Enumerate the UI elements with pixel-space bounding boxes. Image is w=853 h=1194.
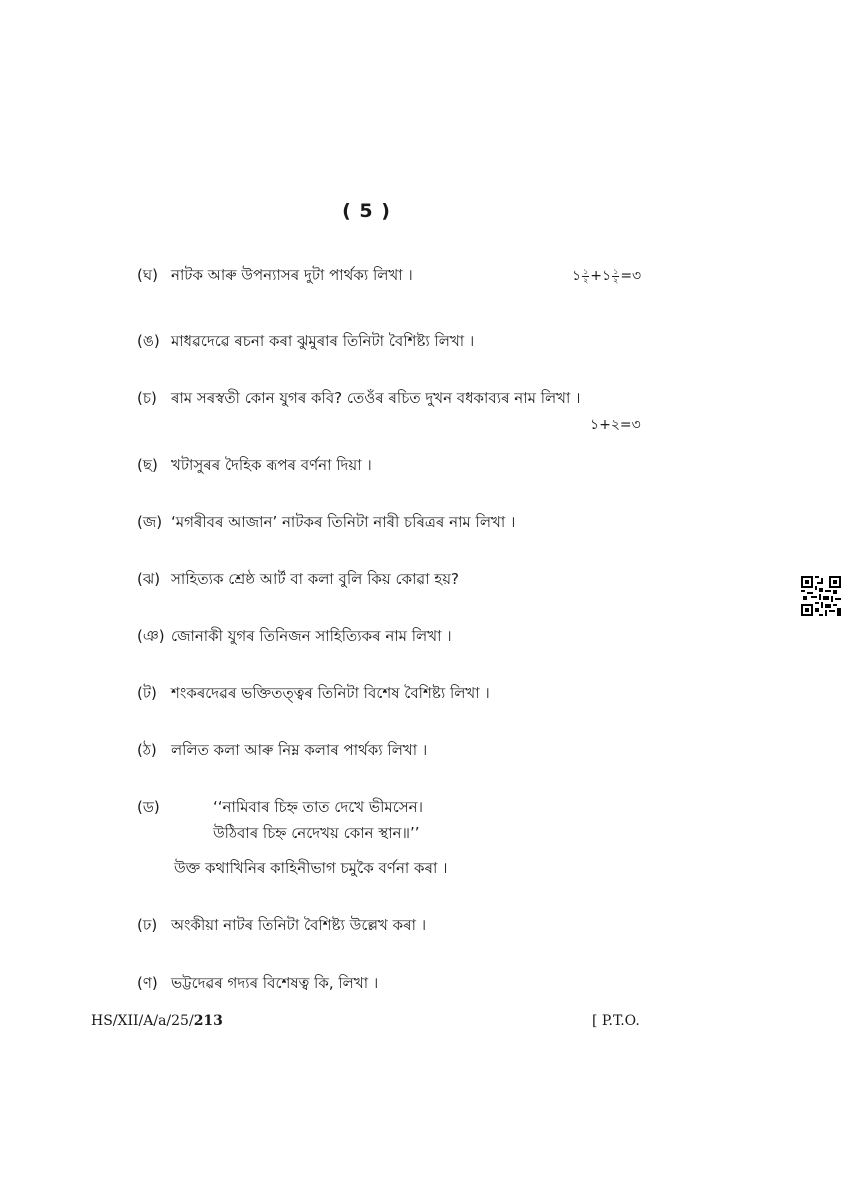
qr-code-icon bbox=[801, 576, 841, 616]
question-chha bbox=[137, 454, 372, 476]
question-label: (ঙ) bbox=[137, 332, 160, 350]
question-label: (ছ) bbox=[137, 456, 158, 474]
question-text: অংকীয়া নাটৰ তিনিটা বৈশিষ্ট্য উল্লেখ কৰা । bbox=[171, 916, 427, 934]
question-nya bbox=[137, 625, 452, 647]
question-text: মাধৱদেৱে ৰচনা কৰা ঝুমুৰাৰ তিনিটা বৈশিষ্ট্য লিখা । bbox=[171, 332, 475, 350]
question-label: (ঘ) bbox=[137, 266, 158, 284]
question-text: নাটক আৰু উপন্যাসৰ দুটা পাৰ্থক্য লিখা । bbox=[171, 266, 413, 284]
question-text: ৰাম সৰস্বতী কোন যুগৰ কবি? তেওঁৰ ৰচিত দুখন বধকাব্যৰ নাম লিখা । bbox=[171, 389, 581, 407]
marks-gha: ১ $\frac{১}{২}$ +১ $\frac{১}{২}$ =৩ bbox=[572, 266, 642, 285]
question-label: (চ) bbox=[137, 389, 157, 407]
verse-instruction: উক্ত কথাখিনিৰ কাহিনীভাগ চমুকৈ বৰ্ণনা কৰা । bbox=[174, 859, 448, 877]
question-text: সাহিত্যক শ্ৰেষ্ঠ আৰ্ট বা কলা বুলি কিয় কোৱা হয়? bbox=[171, 570, 459, 588]
question-text: খটাসুৰৰ দৈহিক ৰূপৰ বৰ্ণনা দিয়া । bbox=[171, 456, 372, 474]
paper-code: HS/XII/A/a/25/213 bbox=[91, 1013, 223, 1029]
verse-line-1: ‘‘নামিবাৰ চিহ্ন তাত দেখে ভীমসেন। bbox=[213, 798, 423, 816]
question-label: (ঞ) bbox=[137, 627, 165, 645]
marks-whole: ১ bbox=[572, 268, 582, 284]
question-text: শংকৰদেৱৰ ভক্তিতত্ত্বৰ তিনিটা বিশেষ বৈশিষ্ট্য লিখা । bbox=[171, 684, 490, 702]
question-na bbox=[137, 972, 378, 994]
question-label: (ট) bbox=[137, 684, 157, 702]
question-dha bbox=[137, 914, 426, 936]
marks-whole: ১ bbox=[602, 268, 612, 284]
marks-cha: ১+২=৩ bbox=[590, 417, 641, 433]
page-number: ( 5 ) bbox=[342, 200, 391, 222]
pto-label: [ P.T.O. bbox=[592, 1013, 640, 1029]
question-tha bbox=[137, 739, 427, 761]
question-da bbox=[137, 796, 171, 818]
question-ta bbox=[137, 682, 490, 704]
verse-line-2: উঠিবাৰ চিহ্ন নেদেখয় কোন স্থান॥’’ bbox=[213, 824, 420, 842]
question-label: (ড) bbox=[137, 798, 160, 816]
question-cha bbox=[137, 387, 581, 409]
question-ja bbox=[137, 511, 515, 533]
marks-fraction: $\frac{১}{২}$ bbox=[613, 266, 619, 285]
question-text: ললিত কলা আৰু নিম্ন কলাৰ পাৰ্থক্য লিখা । bbox=[171, 741, 428, 759]
question-label: (ঝ) bbox=[137, 570, 161, 588]
question-text: ভট্টদেৱৰ গদ্যৰ বিশেষত্ব কি, লিখা । bbox=[171, 974, 379, 992]
question-text: ‘মগৰীবৰ আজান’ নাটকৰ তিনিটা নাৰী চৰিত্ৰৰ নাম লিখা । bbox=[171, 513, 516, 531]
question-label: (ঠ) bbox=[137, 741, 157, 759]
question-gha bbox=[137, 264, 413, 286]
question-text: জোনাকী যুগৰ তিনিজন সাহিত্যিকৰ নাম লিখা । bbox=[171, 627, 452, 645]
question-label: (ণ) bbox=[137, 974, 158, 992]
question-label: (জ) bbox=[137, 513, 163, 531]
question-jha bbox=[137, 568, 459, 590]
question-label: (ঢ) bbox=[137, 916, 158, 934]
marks-fraction: $\frac{১}{২}$ bbox=[583, 266, 589, 285]
question-nga bbox=[137, 330, 474, 352]
